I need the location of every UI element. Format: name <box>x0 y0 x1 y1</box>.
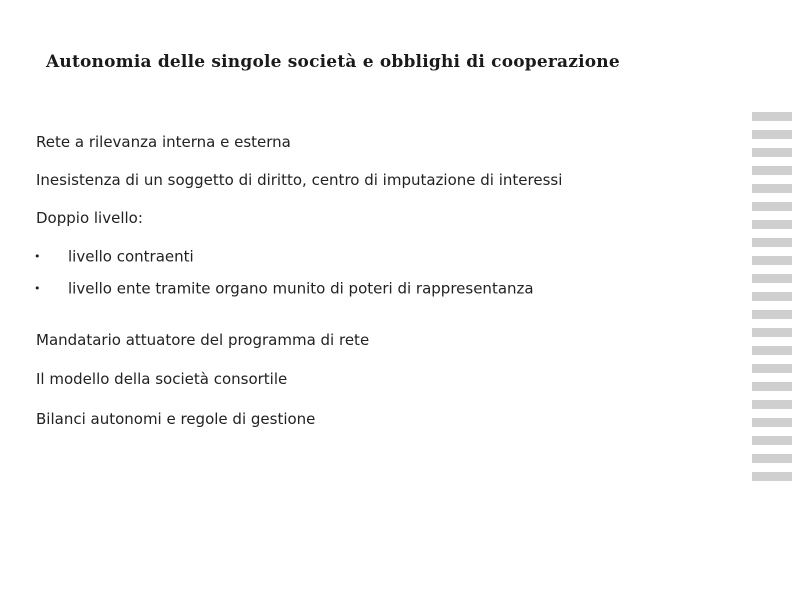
bullet-text: livello contraenti <box>68 247 194 266</box>
slide-title: Autonomia delle singole società e obblighi di cooperazione <box>46 52 620 72</box>
text-line: Mandatario attuatore del programma di rete <box>36 331 370 349</box>
bullet-icon: • <box>34 282 41 295</box>
text-line: Doppio livello: <box>36 209 143 227</box>
bullet-icon: • <box>34 250 41 263</box>
text-line: Bilanci autonomi e regole di gestione <box>36 410 316 428</box>
bullet-item <box>34 247 194 266</box>
bullet-text: livello ente tramite organo munito di poteri di rappresentanza <box>68 279 534 298</box>
decorative-stripes <box>752 112 792 482</box>
text-line: Il modello della società consortile <box>36 370 288 388</box>
text-line: Inesistenza di un soggetto di diritto, centro di imputazione di interessi <box>36 171 563 189</box>
bullet-item <box>34 279 534 298</box>
text-line: Rete a rilevanza interna e esterna <box>36 133 291 151</box>
